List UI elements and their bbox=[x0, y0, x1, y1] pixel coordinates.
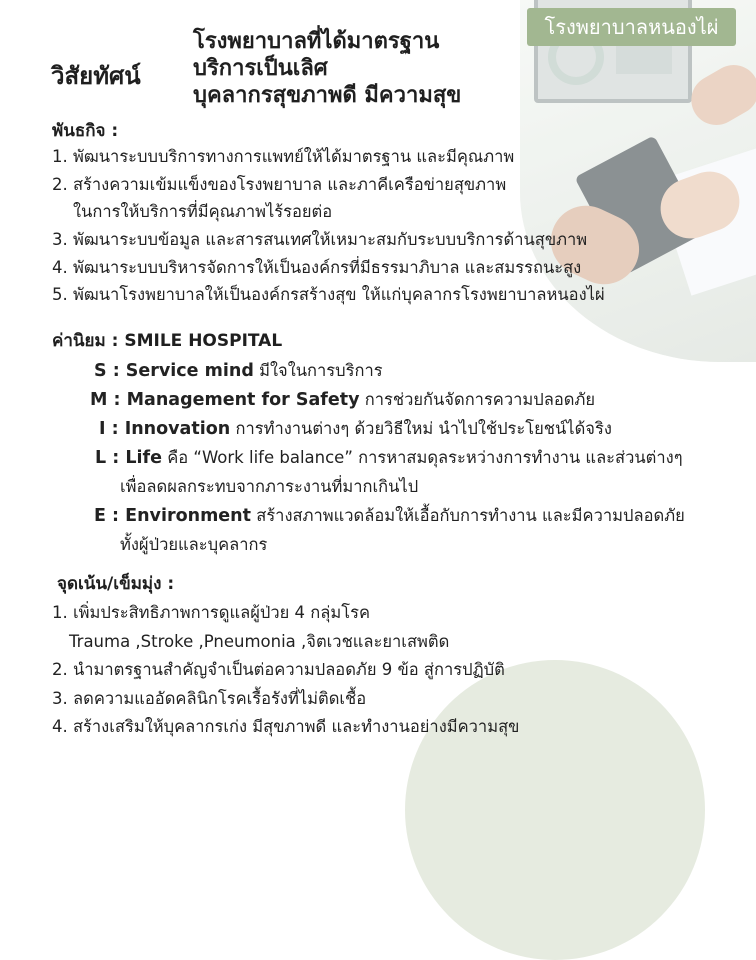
value-text: มีใจในการบริการ bbox=[253, 361, 383, 380]
value-item-l bbox=[90, 443, 685, 472]
value-item-s bbox=[90, 356, 685, 385]
value-key: M : Management for Safety bbox=[90, 390, 360, 410]
focus-item: 1. เพิ่มประสิทธิภาพการดูแลผู้ป่วย 4 กลุ่มโรค bbox=[52, 603, 370, 622]
focus-item: 3. ลดความแออัดคลินิกโรคเรื้อรังที่ไม่ติดเชื้อ bbox=[52, 688, 367, 708]
value-text: การช่วยกันจัดการความปลอดภัย bbox=[359, 390, 596, 409]
focus-item: 4. สร้างเสริมให้บุคลากรเก่ง มีสุขภาพดี และทำงานอย่างมีความสุข bbox=[52, 717, 520, 736]
vision-statement bbox=[193, 28, 461, 109]
focus-item: 2. นำมาตรฐานสำคัญจำเป็นต่อความปลอดภัย 9 ข้อ สู่การปฏิบัติ bbox=[52, 660, 505, 679]
value-key: E : Environment bbox=[94, 506, 251, 526]
mission-item-continued: ในการให้บริการที่มีคุณภาพไร้รอยต่อ bbox=[73, 202, 333, 222]
mission-list bbox=[52, 143, 605, 309]
vision-line: บริการเป็นเลิศ bbox=[193, 56, 328, 81]
mission-item: 1. พัฒนาระบบบริการทางการแพทย์ให้ได้มาตรฐาน และมีคุณภาพ bbox=[52, 147, 515, 166]
value-text: เพื่อลดผลกระทบจากภาระงานที่มากเกินไป bbox=[120, 477, 419, 496]
focus-item-continued: Trauma ,Stroke ,Pneumonia ,จิตเวชและยาเสพติด bbox=[69, 631, 450, 651]
vision-line: บุคลากรสุขภาพดี มีความสุข bbox=[193, 83, 462, 108]
focus-title: จุดเน้น/เข็มมุ่ง : bbox=[57, 574, 175, 594]
values-title: ค่านิยม : SMILE HOSPITAL bbox=[52, 331, 283, 351]
mission-title: พันธกิจ : bbox=[52, 121, 119, 141]
value-text: สร้างสภาพแวดล้อมให้เอื้อกับการทำงาน และมีความปลอดภัย bbox=[251, 506, 685, 525]
mission-item: 5. พัฒนาโรงพยาบาลให้เป็นองค์กรสร้างสุข ให้แก่บุคลากรโรงพยาบาลหนองไผ่ bbox=[52, 285, 605, 305]
values-list bbox=[90, 356, 685, 559]
value-item-continued bbox=[90, 472, 685, 501]
value-text: คือ “Work life balance” การหาสมดุลระหว่างการทำงาน และส่วนต่างๆ bbox=[161, 448, 683, 467]
value-key: L : Life bbox=[95, 448, 162, 468]
focus-list bbox=[52, 599, 519, 742]
value-text: การทำงานต่างๆ ด้วยวิธีใหม่ นำไปใช้ประโยชน์ได้จริง bbox=[230, 419, 612, 438]
value-text: ทั้งผู้ป่วยและบุคลากร bbox=[120, 535, 268, 554]
mission-item: 3. พัฒนาระบบข้อมูล และสารสนเทศให้เหมาะสมกับระบบบริการด้านสุขภาพ bbox=[52, 230, 588, 250]
value-item-e bbox=[90, 501, 685, 530]
value-item-continued bbox=[90, 530, 685, 559]
mission-item: 4. พัฒนาระบบบริหารจัดการให้เป็นองค์กรที่มีธรรมาภิบาล และสมรรถนะสูง bbox=[52, 257, 582, 277]
vision-label: วิสัยทัศน์ bbox=[51, 62, 141, 90]
value-item-m bbox=[90, 385, 685, 414]
mission-item: 2. สร้างความเข้มแข็งของโรงพยาบาล และภาคีเครือข่ายสุขภาพ bbox=[52, 174, 507, 194]
value-key: S : Service mind bbox=[94, 361, 254, 381]
vision-line: โรงพยาบาลที่ได้มาตรฐาน bbox=[193, 29, 440, 54]
value-item-i bbox=[90, 414, 685, 443]
hospital-name-badge: โรงพยาบาลหนองไผ่ bbox=[527, 8, 736, 46]
value-key: I : Innovation bbox=[99, 419, 231, 439]
